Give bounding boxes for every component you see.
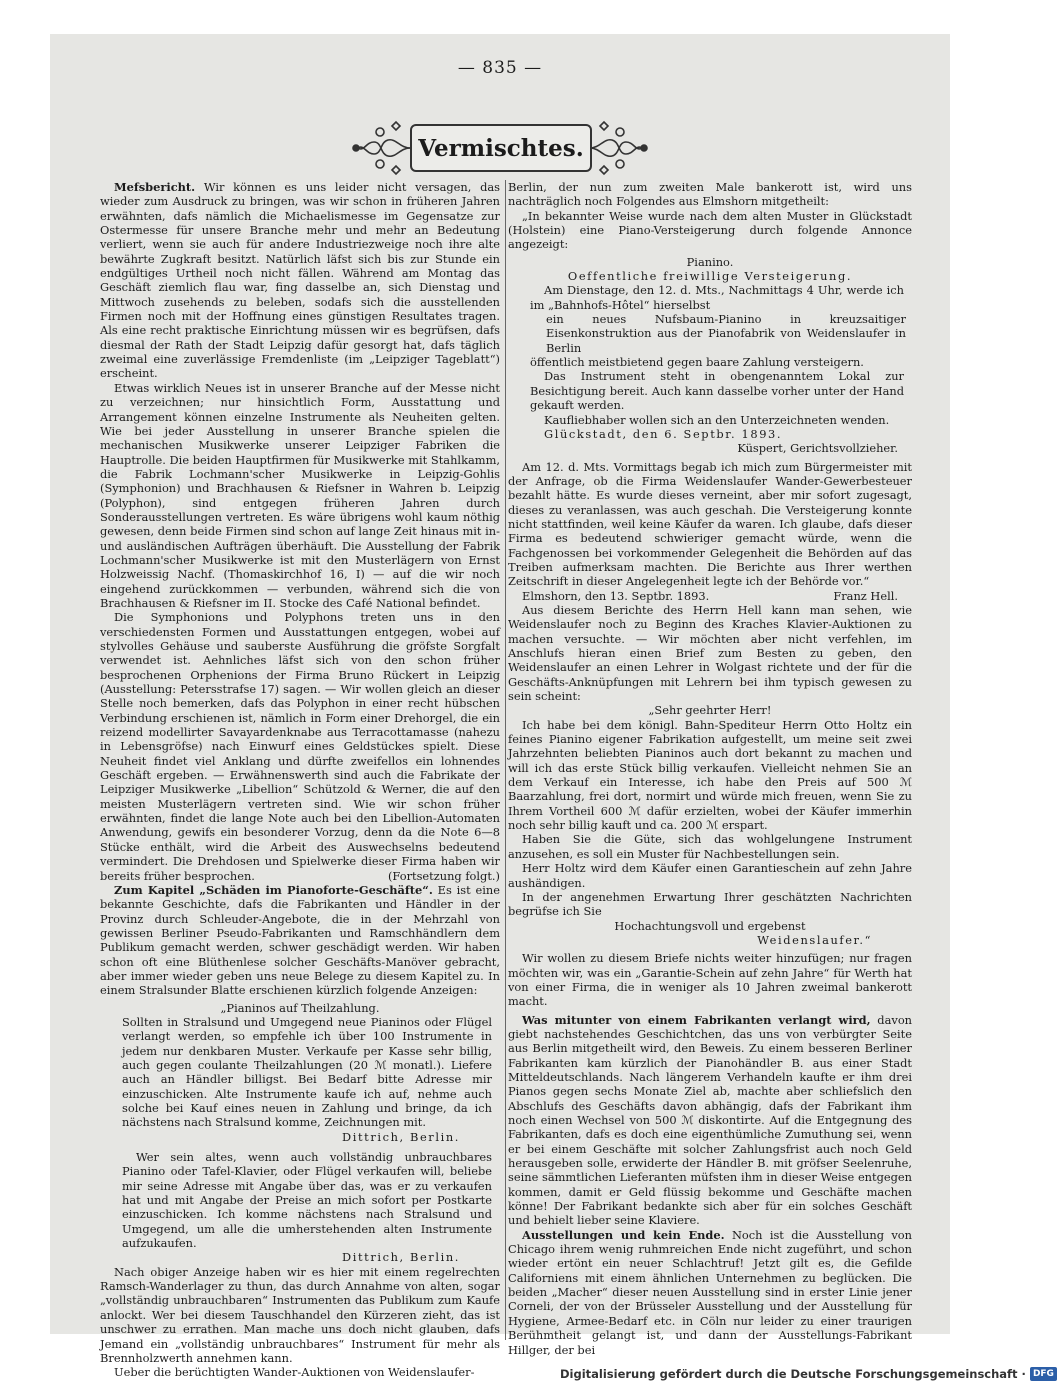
ad-text: Das Instrument steht in obengenanntem Lokal zur Besichtigung bereit. Auch kann dasselbe vorher unter der Hand gekauft werden. [530,369,904,413]
letter-signature: Weidenslaufer.“ [757,932,872,947]
letter-salutation: „Sehr geehrter Herr! [648,703,772,718]
paragraph: Berlin, der nun zum zweiten Male bankerott ist, wird uns nachträglich noch Folgendes aus Elmshorn mitgetheilt: [508,180,912,209]
signature: Franz Hell. [833,588,898,603]
paragraph: Etwas wirklich Neues ist in unserer Branche auf der Messe nicht zu verzeichnen; nur hinsichtlich Form, Ausstattung und Arrangement können einzelne Instrumente als Neuheiten gelten. Wie bei jeder Ausstellung in unserer Branche spielen die mechanischen Musikwerke unserer Leipziger Fabriken die Hauptrolle. Die beiden Hauptfirmen für Musikwerke mit Stahlkamm, die Fabrik Lochmann'scher Musikwerke in Leipzig-Gohlis (Symphonion) und Brachhausen & Riefsner in Wahren b. Leipzig (Polyphon), sind entgegen früheren Jahren durch Sonderausstellungen vertreten. Es wäre übrigens wohl kaum nöthig gewesen, denn beide Firmen sind schon auf lange Zeit hinaus mit in- und ausländischen Aufträgen überhäuft. Die Ausstellung der Fabrik Lochmann'scher Musikwerke ist mit den Musterlägern von Ernst Holzweissig Nachf. (Thomaskirchhof 16, I) — auf die wir noch eingehend zurückkommen — verbunden, während sich die von Brachhausen & Riefsner im II. Stocke des Café National befindet. [100,380,500,610]
ad-text: Am Dienstage, den 12. d. Mts., Nachmittags 4 Uhr, werde ich im „Bahnhofs-Hôtel“ hierselbst [530,283,904,312]
ad-title: Pianino. [686,254,734,269]
paragraph [100,180,500,381]
paragraph-text: Die Symphonions und Polyphons treten uns in den verschiedensten Formen und Ausstattungen entgegen, wobei auf stylvolles Gehäuse und sauberste Ausführung die gröfste Sorgfalt verwendet ist. Aehnliches läfst sich von den schon früher besprochenen Orphenions der Firma Bruno Rückert in Leipzig (Ausstellung: Petersstrafse 17) sagen. — Wir wollen gleich an dieser Stelle noch bemerken, dafs das Polyphon in einer recht hübschen Verbindung erschienen ist, nämlich in Form einer Drehorgel, die ein reizend modellirter Savayardenknabe aus Terracottamasse (nahezu in Lebensgröfse) nach Einwurf eines Geldstückes spielt. Diese Neuheit findet viel Anklang und dürfte zweifellos ein lohnendes Geschäft ergeben. — Erwähnenswerth sind auch die Fabrikate der Leipziger Musikwerke „Libellion“ Schützold & Werner, die auf den meisten Musterlägern vertreten sind. Wie wir schon früher erwähnten, findet die lange Note auch bei den Libellion-Automaten Anwendung, gewifs ein besonderer Vorzug, denn da die Note 6—8 Stücke enthält, wird die Arbeit des Auswechselns bedeutend vermindert. Die Drehdosen und Spielwerke dieser Firma haben wir bereits früher besprochen. [100,610,500,883]
ad-text: Wer sein altes, wenn auch vollständig unbrauchbares Pianino oder Tafel-Klavier, oder Flügel verkaufen will, beliebe mir seine Adresse mit Angabe über das, was er zu verkaufen hat und mit Angabe der Preise an mich sofort per Postkarte einzuschicken. Ich komme nächstens nach Stralsund und Umgegend, um alle die umherstehenden alten Instrumente aufzukaufen. [122,1150,492,1251]
paragraph [100,610,500,883]
ad-text: öffentlich meistbietend gegen baare Zahlung versteigern. [530,355,864,370]
letter-place-line [508,589,912,603]
place-date: Elmshorn, den 13. Septbr. 1893. [522,588,710,603]
page-number: — 835 — [457,58,543,78]
letter-paragraph: Haben Sie die Güte, sich das wohlgelungene Instrument anzusehen, es soll ein Muster für Nachbestellungen sein. [508,832,912,861]
paragraph: „In bekannter Weise wurde nach dem alten Muster in Glückstadt (Holstein) eine Piano-Versteigerung durch folgende Annonce angezeigt: [508,208,912,252]
paragraph-text: Es ist eine bekannte Geschichte, dafs die Fabrikanten und Händler in der Provinz durch Schleuder-Angebote, die in der Mehrzahl von gewissen Berliner Pseudo-Fabrikanten und Ramschhändlern dem Publikum gemacht werden, schwer geschädigt werden. Wir haben schon oft eine Blüthenlese solcher Geschäfts-Manöver gebracht, aber immer wieder geben uns neue Belege zu diesem Kapitel zu. In einem Stralsunder Blatte erschienen kürzlich folgende Anzeigen: [100,882,501,998]
continuation-note: (Fortsetzung folgt.) [387,868,500,883]
ad-subtitle: Oeffentliche freiwillige Versteigerung. [567,269,853,284]
paragraph-text: Noch ist die Ausstellung von Chicago ihrem wenig ruhmreichen Ende nicht zugeführt, und schon wieder ertönt ein neuer Schlachtruf! Jetzt gilt es, die Gefilde Californiens mit einem ähnlichen Unternehmen zu beglücken. Die beiden „Macher“ dieser neuen Ausstellung sind in erster Linie jener Corneli, der von der Brüsseler Ausstellung und der Ausstellung für Hygiene, Armee-Bedarf etc. in Cöln nur leider zu einer traurigen Berühmtheit gelangt ist, und dann der Ausstellungs-Fabrikant Hillger, der bei [508,1227,913,1357]
letter-paragraph: In der angenehmen Erwartung Ihrer geschätzten Nachrichten begrüfse ich Sie [508,889,912,919]
rubric: Zum Kapitel „Schäden im Pianoforte-Geschäfte“. [114,882,433,897]
ad-text: Sollten in Stralsund und Umgegend neue Pianinos oder Flügel verlangt werden, so empfehle ich über 100 Instrumente in jedem nur denkbaren Muster. Verkaufe per Kasse sehr billig, auch gegen coulante Theilzahlungen (20 ℳ monatl.). Liefere auch an Händler billigst. Bei Bedarf bitte Adresse mir einzuschicken. Alte Instrumente kaufe ich auf, nehme auch solche bei Kauf eines neuen in Zahlung und bringe, da ich nächstens nach Stralsund komme, Zeichnungen mit. [122,1014,492,1130]
ad-signature: Dittrich, Berlin. [342,1250,460,1265]
paragraph: Am 12. d. Mts. Vormittags begab ich mich zum Bürgermeister mit der Anfrage, ob die Firma Weidenslaufer Wander-Gewerbesteuer bezahlt hätte. Es wurde dieses verneint, aber mir sofort zugesagt, dieses zu veranlassen, was auch geschah. Die Versteigerung konnte nicht stattfinden, weil keine Käufer da waren. Ich glaube, dafs dieser Firma es bedeutend schwieriger gemacht würde, wenn die Fachgenossen bei vorkommender Gelegenheit die Behörden auf das Treiben aufmerksam machten. Die Berichte aus Ihrer werthen Zeitschrift in dieser Angelegenheit legte ich der Behörde vor.“ [508,459,912,589]
ad-date: Glückstadt, den 6. Septbr. 1893. [544,426,783,441]
paragraph [508,1228,912,1357]
rubric: Mefsbericht. [114,180,196,194]
paragraph [508,1013,912,1228]
paragraph-text: Wir können es uns leider nicht versagen, das wieder zum Ausdruck zu bringen, was wir schon in früheren Jahren erwähnten, dafs nämlich die Michaelismesse im Gegensatze zur Ostermesse für unsere Branche mehr und mehr an Bedeutung verliert, wenn sie auch für andere Industriezweige noch ihre alte bewährte Zugkraft besitzt. Natürlich läfst sich bis zur Stunde ein endgültiges Urtheil noch nicht fällen. Während am Montag das Geschäft ziemlich flau war, fing dasselbe an, sich Dienstag und Mittwoch zusehends zu beleben, sodafs sich die ausstellenden Firmen noch mit der Hoffnung eines günstigen Resultates tragen. Als eine recht praktische Einrichtung müssen wir es begrüfsen, dafs diesmal der Rath der Stadt Leipzig dafür gesorgt hat, dafs täglich zweimal eine zuverlässige Fremdenliste (im „Leipziger Tageblatt“) erscheint. [100,180,500,381]
ad-title: „Pianinos auf Theilzahlung. [220,1000,380,1015]
section-heading-banner [350,118,650,178]
dfg-logo: DFG [1030,1367,1057,1381]
ad-text: ein neues Nufsbaum-Pianino in kreuzsaitiger Eisenkonstruktion aus der Pianofabrik von Weidenslaufer in Berlin [546,312,906,355]
left-ornament-icon [350,118,412,178]
paragraph [100,883,500,998]
paragraph: Ueber die berüchtigten Wander-Auktionen von Weidenslaufer- [114,1365,475,1380]
column-divider [505,180,506,1340]
ad-signature: Küspert, Gerichtsvollzieher. [737,441,898,456]
letter-paragraph: Ich habe bei dem königl. Bahn-Spediteur Herrn Otto Holtz ein feines Pianino eigener Fabrikation aufgestellt, um meine seit zwei Jahrzehnten beliebten Pianinos auch dort bekannt zu machen und will ich das erste Stück billig verkaufen. Vielleicht nehmen Sie an dem Verkauf ein Interesse, ich habe den Preis auf 500 ℳ Baarzahlung, frei dort, normirt und würde mich freuen, wenn Sie zu Ihrem Vortheil 600 ℳ dafür erzielten, wobei der Käufer immerhin noch sehr billig kauft und ca. 200 ℳ erspart. [508,717,912,833]
letter-closing: Hochachtungsvoll und ergebenst [614,918,806,933]
section-heading: Vermischtes. [410,124,592,172]
rubric: Ausstellungen und kein Ende. [522,1227,725,1242]
ad-text: Kaufliebhaber wollen sich an den Unterzeichneten wenden. [544,412,890,427]
paragraph: Aus diesem Berichte des Herrn Hell kann man sehen, wie Weidenslaufer noch zu Beginn des Kraches Klavier-Auktionen zu machen versuchte. — Wir möchten aber nicht verfehlen, im Anschlufs hieran einen Brief zum Besten zu geben, den Weidenslaufer an einen Lehrer in Wolgast richtete und der für die Geschäfts-Anknüpfungen mit Lehrern bei ihm typisch gewesen zu sein scheint: [508,602,912,704]
left-column [100,180,501,1380]
ad-signature: Dittrich, Berlin. [342,1129,460,1144]
footer-credit [560,1365,1054,1383]
right-ornament-icon [588,118,650,178]
right-column [508,180,913,1357]
footer-text: Digitalisierung gefördert durch die Deutsche Forschungsgemeinschaft · [560,1367,1026,1381]
paragraph: Wir wollen zu diesem Briefe nichts weiter hinzufügen; nur fragen möchten wir, was ein „Garantie-Schein auf zehn Jahre“ für Werth hat von einer Firma, die in weniger als 10 Jahren zweimal bankerott macht. [508,951,912,1009]
paragraph-text: davon giebt nachstehendes Geschichtchen, das uns von verbürgter Seite aus Berlin mitgetheilt wird, den Beweis. Zu einem besseren Berliner Fabrikanten kam kürzlich der Pianohändler B. aus einer Stadt Mitteldeutschlands. Nach längerem Verhandeln kaufte er ihm drei Pianos gegen sechs Monate Ziel ab, machte aber schliefslich den Abschlufs des Geschäfts davon abhängig, dafs der Fabrikant ihm noch einen Wechsel von 500 ℳ diskontirte. Auf die Entgegnung des Fabrikanten, dafs es doch eine eigenthümliche Zumuthung sei, wenn er bei einem Geschäfte mit solcher Zahlungsfrist auch noch Geld herausgeben solle, erwiderte der Händler B. mit gröfser Seelenruhe, seine sämmtlichen Lieferanten müfsten ihm in dieser Weise entgegen kommen, damit er Geld flüssig bekomme und Geschäfte machen könne! Der Fabrikant bedankte sich aber für ein solches Geschäft und behielt lieber seine Klaviere. [508,1012,913,1228]
rubric: Was mitunter von einem Fabrikanten verlangt wird, [522,1012,871,1027]
paragraph: Nach obiger Anzeige haben wir es hier mit einem regelrechten Ramsch-Wanderlager zu thun, das durch Annahme von alten, sogar „vollständig unbrauchbaren“ Instrumenten das Publikum zum Kaufe anlockt. Wer bei diesem Tauschhandel den Kürzeren zieht, das ist unschwer zu errathen. Man mache uns doch nicht glauben, dafs Jemand ein „vollständig unbrauchbares“ Instrument für mehr als Brennholzwerth annehmen kann. [100,1264,500,1365]
letter-paragraph: Herr Holtz wird dem Käufer einen Garantieschein auf zehn Jahre aushändigen. [508,861,912,890]
